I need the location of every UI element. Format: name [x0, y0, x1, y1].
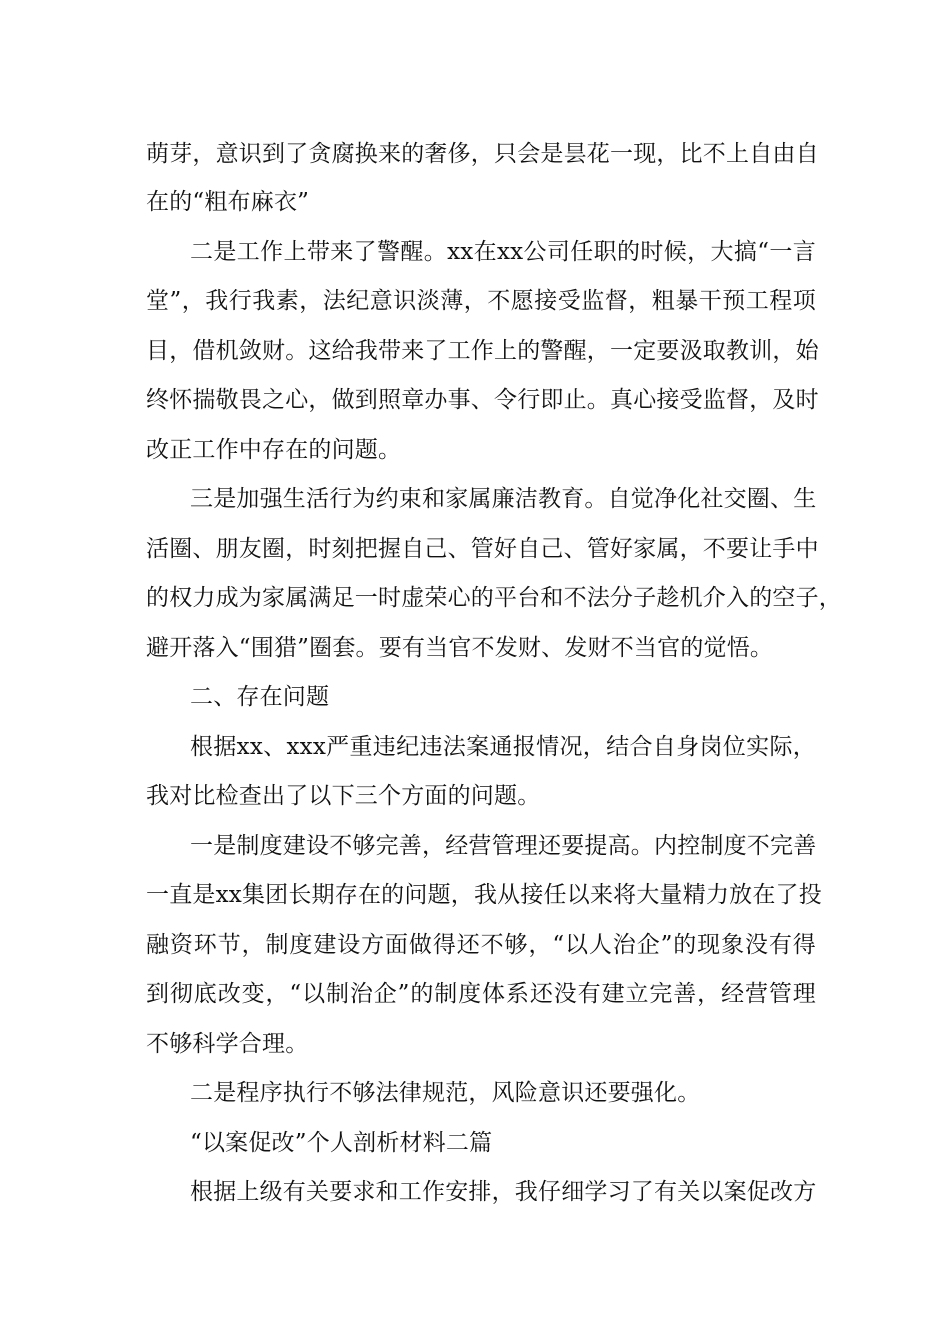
paragraph-line: 避开落入“围猎”圈套。要有当官不发财、发财不当官的觉悟。 [146, 635, 774, 661]
paragraph-line: 在的“粗布麻衣” [146, 189, 310, 215]
paragraph-line: 终怀揣敬畏之心，做到照章办事、令行即止。真心接受监督，及时 [146, 387, 819, 413]
paragraph-line: 目，借机敛财。这给我带来了工作上的警醒，一定要汲取教训，始 [146, 338, 819, 364]
article-title: “以案促改”个人剖析材料二篇 [190, 1130, 493, 1156]
paragraph-line: 改正工作中存在的问题。 [146, 437, 402, 463]
paragraph-line: 活圈、朋友圈，时刻把握自己、管好自己、管好家属，不要让手中 [146, 536, 819, 562]
paragraph-line: 我对比检查出了以下三个方面的问题。 [146, 783, 541, 809]
paragraph-line: 不够科学合理。 [146, 1031, 309, 1057]
paragraph-line: 一直是xx集团长期存在的问题，我从接任以来将大量精力放在了投 [146, 882, 822, 908]
paragraph-line: 萌芽，意识到了贪腐换来的奢侈，只会是昙花一现，比不上自由自 [146, 141, 819, 167]
paragraph-line: 一是制度建设不够完善，经营管理还要提高。内控制度不完善 [190, 833, 817, 859]
paragraph-line: 融资环节，制度建设方面做得还不够，“以人治企”的现象没有得 [146, 932, 816, 958]
paragraph-line: 二是程序执行不够法律规范，风险意识还要强化。 [190, 1080, 701, 1106]
paragraph-line: 根据上级有关要求和工作安排，我仔细学习了有关以案促改方 [190, 1179, 817, 1205]
paragraph-line: 三是加强生活行为约束和家属廉洁教育。自觉净化社交圈、生 [190, 486, 817, 512]
paragraph-line: 的权力成为家属满足一时虚荣心的平台和不法分子趁机介入的空子， [146, 585, 842, 611]
paragraph-line: 二是工作上带来了警醒。xx在xx公司任职的时候，大搞“一言 [190, 239, 816, 265]
paragraph-line: 堂”，我行我素，法纪意识淡薄，不愿接受监督，粗暴干预工程项 [146, 288, 816, 314]
section-heading: 二、存在问题 [190, 684, 330, 710]
paragraph-line: 根据xx、xxx严重违纪违法案通报情况，结合自身岗位实际， [190, 734, 816, 760]
paragraph-line: 到彻底改变，“以制治企”的制度体系还没有建立完善，经营管理 [146, 981, 816, 1007]
